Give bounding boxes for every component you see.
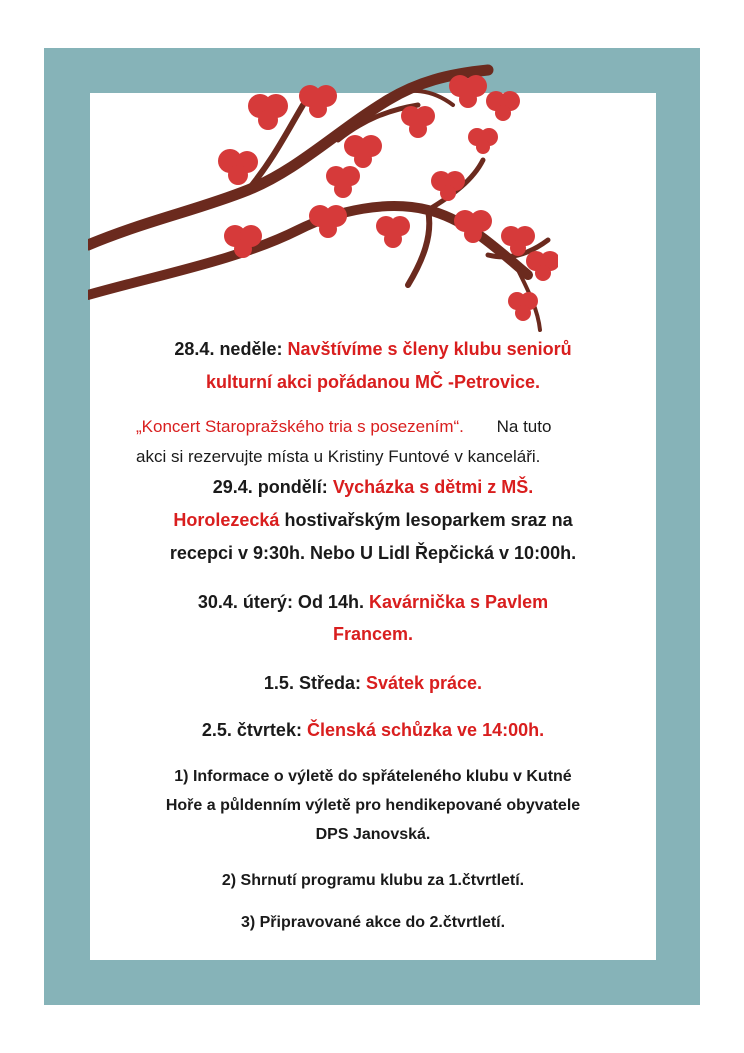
event-note: akci si rezervujte místa u Kristiny Funtové v kanceláři. (136, 447, 541, 466)
event-title: Navštívíme s členy klubu seniorů (287, 339, 572, 359)
agenda-item-1-line-3: DPS Janovská. (315, 826, 431, 843)
event-title: Vycházka s dětmi z MŠ. (332, 477, 534, 497)
event-2-line-1 (90, 476, 656, 498)
agenda-item-2: 2) Shrnutí programu klubu za 1.čtvrtletí. (221, 872, 525, 889)
event-date: 1.5. Středa: (263, 673, 361, 693)
event-title: Svátek práce. (365, 673, 483, 693)
event-description: hostivařským lesoparkem sraz na (284, 510, 573, 530)
event-date: 29.4. pondělí: (212, 477, 328, 497)
event-title: Kavárnička s Pavlem (368, 592, 549, 612)
event-note: Na tuto (496, 417, 552, 436)
event-4-line (90, 672, 656, 694)
agenda-item-3: 3) Připravované akce do 2.čtvrtletí. (240, 914, 506, 931)
agenda-item-1-line-2: Hoře a půldenním výletě pro hendikepované obyvatele (165, 797, 581, 814)
event-date: 2.5. čtvrtek: (201, 720, 302, 740)
event-title: kulturní akci pořádanou MČ -Petrovice. (205, 372, 541, 392)
event-title: Horolezecká (173, 510, 280, 530)
event-description: recepci v 9:30h. Nebo U Lidl Řepčická v 10:00h. (169, 543, 577, 563)
event-date: 28.4. neděle: (174, 339, 283, 359)
event-title: Členská schůzka ve 14:00h. (306, 720, 545, 740)
event-quote: „Koncert Staropražského tria s posezením“. (136, 417, 464, 436)
event-3-line-1 (90, 591, 656, 613)
event-5-line (90, 719, 656, 741)
event-title: Francem. (332, 624, 414, 644)
event-1-line-1 (90, 338, 656, 360)
event-2-line-2 (90, 509, 656, 531)
event-1-note-line-1 (136, 416, 616, 438)
agenda-item-1-line-1: 1) Informace o výletě do spřáteleného klubu v Kutné (174, 768, 572, 785)
event-date: 30.4. úterý: Od 14h. (197, 592, 364, 612)
cherry-blossom-branch-illustration (88, 60, 558, 340)
